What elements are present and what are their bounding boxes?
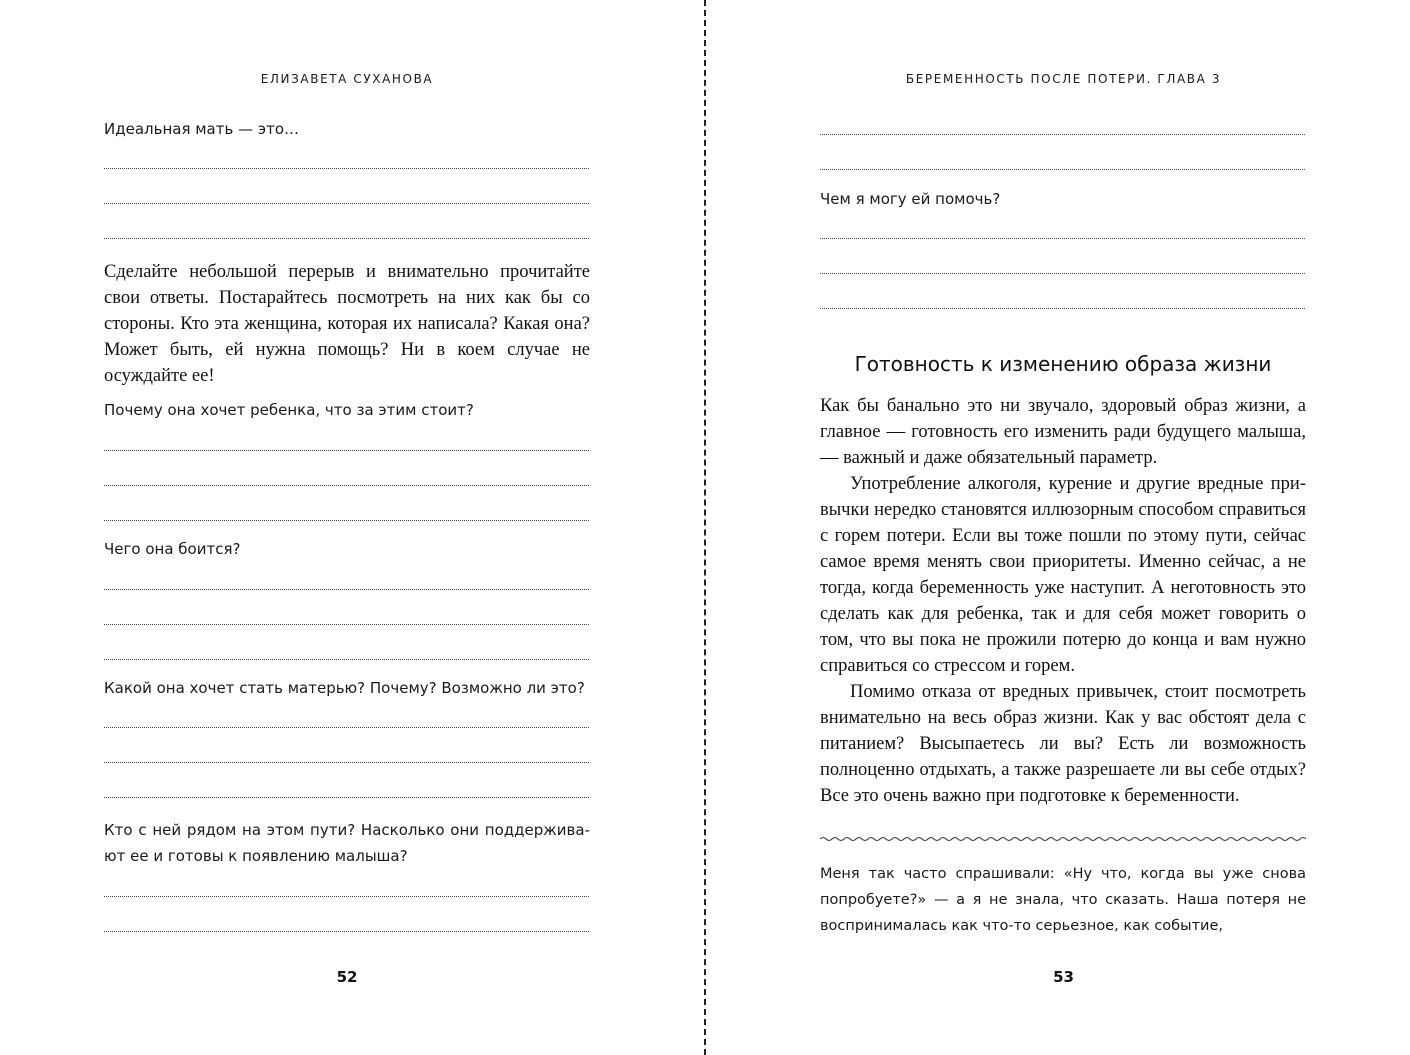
body-paragraph-3: Помимо отказа от вредных привычек, стоит посмотреть внимательно на весь образ жизни. Как у вас обстоят дела с питанием? Высыпаетесь ли вы? Есть ли возможность полноценно отдыхать, а также разрешаете ли вы себе отдых? Все это очень важно при подготовке к беременности.: [820, 682, 1306, 806]
wavy-divider: [820, 834, 1306, 844]
answer-line: [104, 659, 589, 660]
answer-line: [104, 520, 589, 521]
page-number: 53: [1053, 968, 1074, 986]
page-number: 52: [336, 968, 358, 986]
body-paragraph-2: Употребление алкоголя, курение и другие вредные привычки нередко становятся иллюзорным способом справиться с горем потери. Если вы тоже пошли по этому пути, сейчас самое время менять свои приоритеты. Именно сейчас, а не тогда, когда беременность уже наступит. А неготовность это сделать как для ребенка, так и для себя может говорить о том, что вы пока не прожили потерю до конца и вам нужно справиться со стрессом и горем.: [820, 474, 1306, 676]
question-fear: Чего она боится?: [104, 540, 241, 558]
answer-line: [104, 797, 589, 798]
answer-line: [104, 624, 589, 625]
page-gutter-divider: [704, 0, 706, 1055]
right-page: [707, 0, 1410, 1055]
answer-line: [104, 896, 589, 897]
answer-line: [104, 238, 589, 239]
running-head-chapter: БЕРЕМЕННОСТЬ ПОСЛЕ ПОТЕРИ. ГЛАВА 3: [905, 72, 1222, 86]
answer-line: [104, 203, 589, 204]
answer-line: [104, 589, 589, 590]
answer-line: [104, 727, 589, 728]
question-support: Кто с ней рядом на этом пути? Насколько они поддерживают ее и готовы к появлению малыша?: [104, 821, 590, 865]
instruction-paragraph: Сделайте небольшой перерыв и внимательно прочитайте свои ответы. Постарайтесь посмотреть на них как бы со стороны. Кто эта женщина, которая их написала? Какая она? Может быть, ей нужна помощь? Ни в коем случае не осуждайте ее!: [104, 262, 590, 386]
left-page: [0, 0, 704, 1055]
answer-line: [104, 450, 589, 451]
personal-quote: Меня так часто спрашивали: «Ну что, когда вы уже снова попробуете?» — а я не знала, что сказать. Наша потеря не воспринималась как что-то серьезное, как событие,: [820, 866, 1306, 934]
running-head-author: ЕЛИЗАВЕТА СУХАНОВА: [260, 72, 434, 86]
question-mother-type: Какой она хочет стать матерью? Почему? Возможно ли это?: [104, 679, 585, 697]
answer-line: [104, 168, 589, 169]
answer-line: [820, 238, 1305, 239]
answer-line: [820, 134, 1305, 135]
section-heading: Готовность к изменению образа жизни: [854, 352, 1272, 376]
question-why-child: Почему она хочет ребенка, что за этим стоит?: [104, 401, 474, 419]
answer-line: [104, 762, 589, 763]
answer-line: [820, 273, 1305, 274]
answer-line: [820, 169, 1305, 170]
answer-line: [104, 931, 589, 932]
question-help: Чем я могу ей помочь?: [820, 190, 1001, 208]
answer-line: [820, 308, 1305, 309]
prompt-ideal-mother: Идеальная мать — это…: [104, 120, 299, 138]
body-paragraph-1: Как бы банально это ни звучало, здоровый образ жизни, а главное — готовность его изменить ради будущего малыша, — важный и даже обязательный параметр.: [820, 396, 1306, 468]
answer-line: [104, 485, 589, 486]
